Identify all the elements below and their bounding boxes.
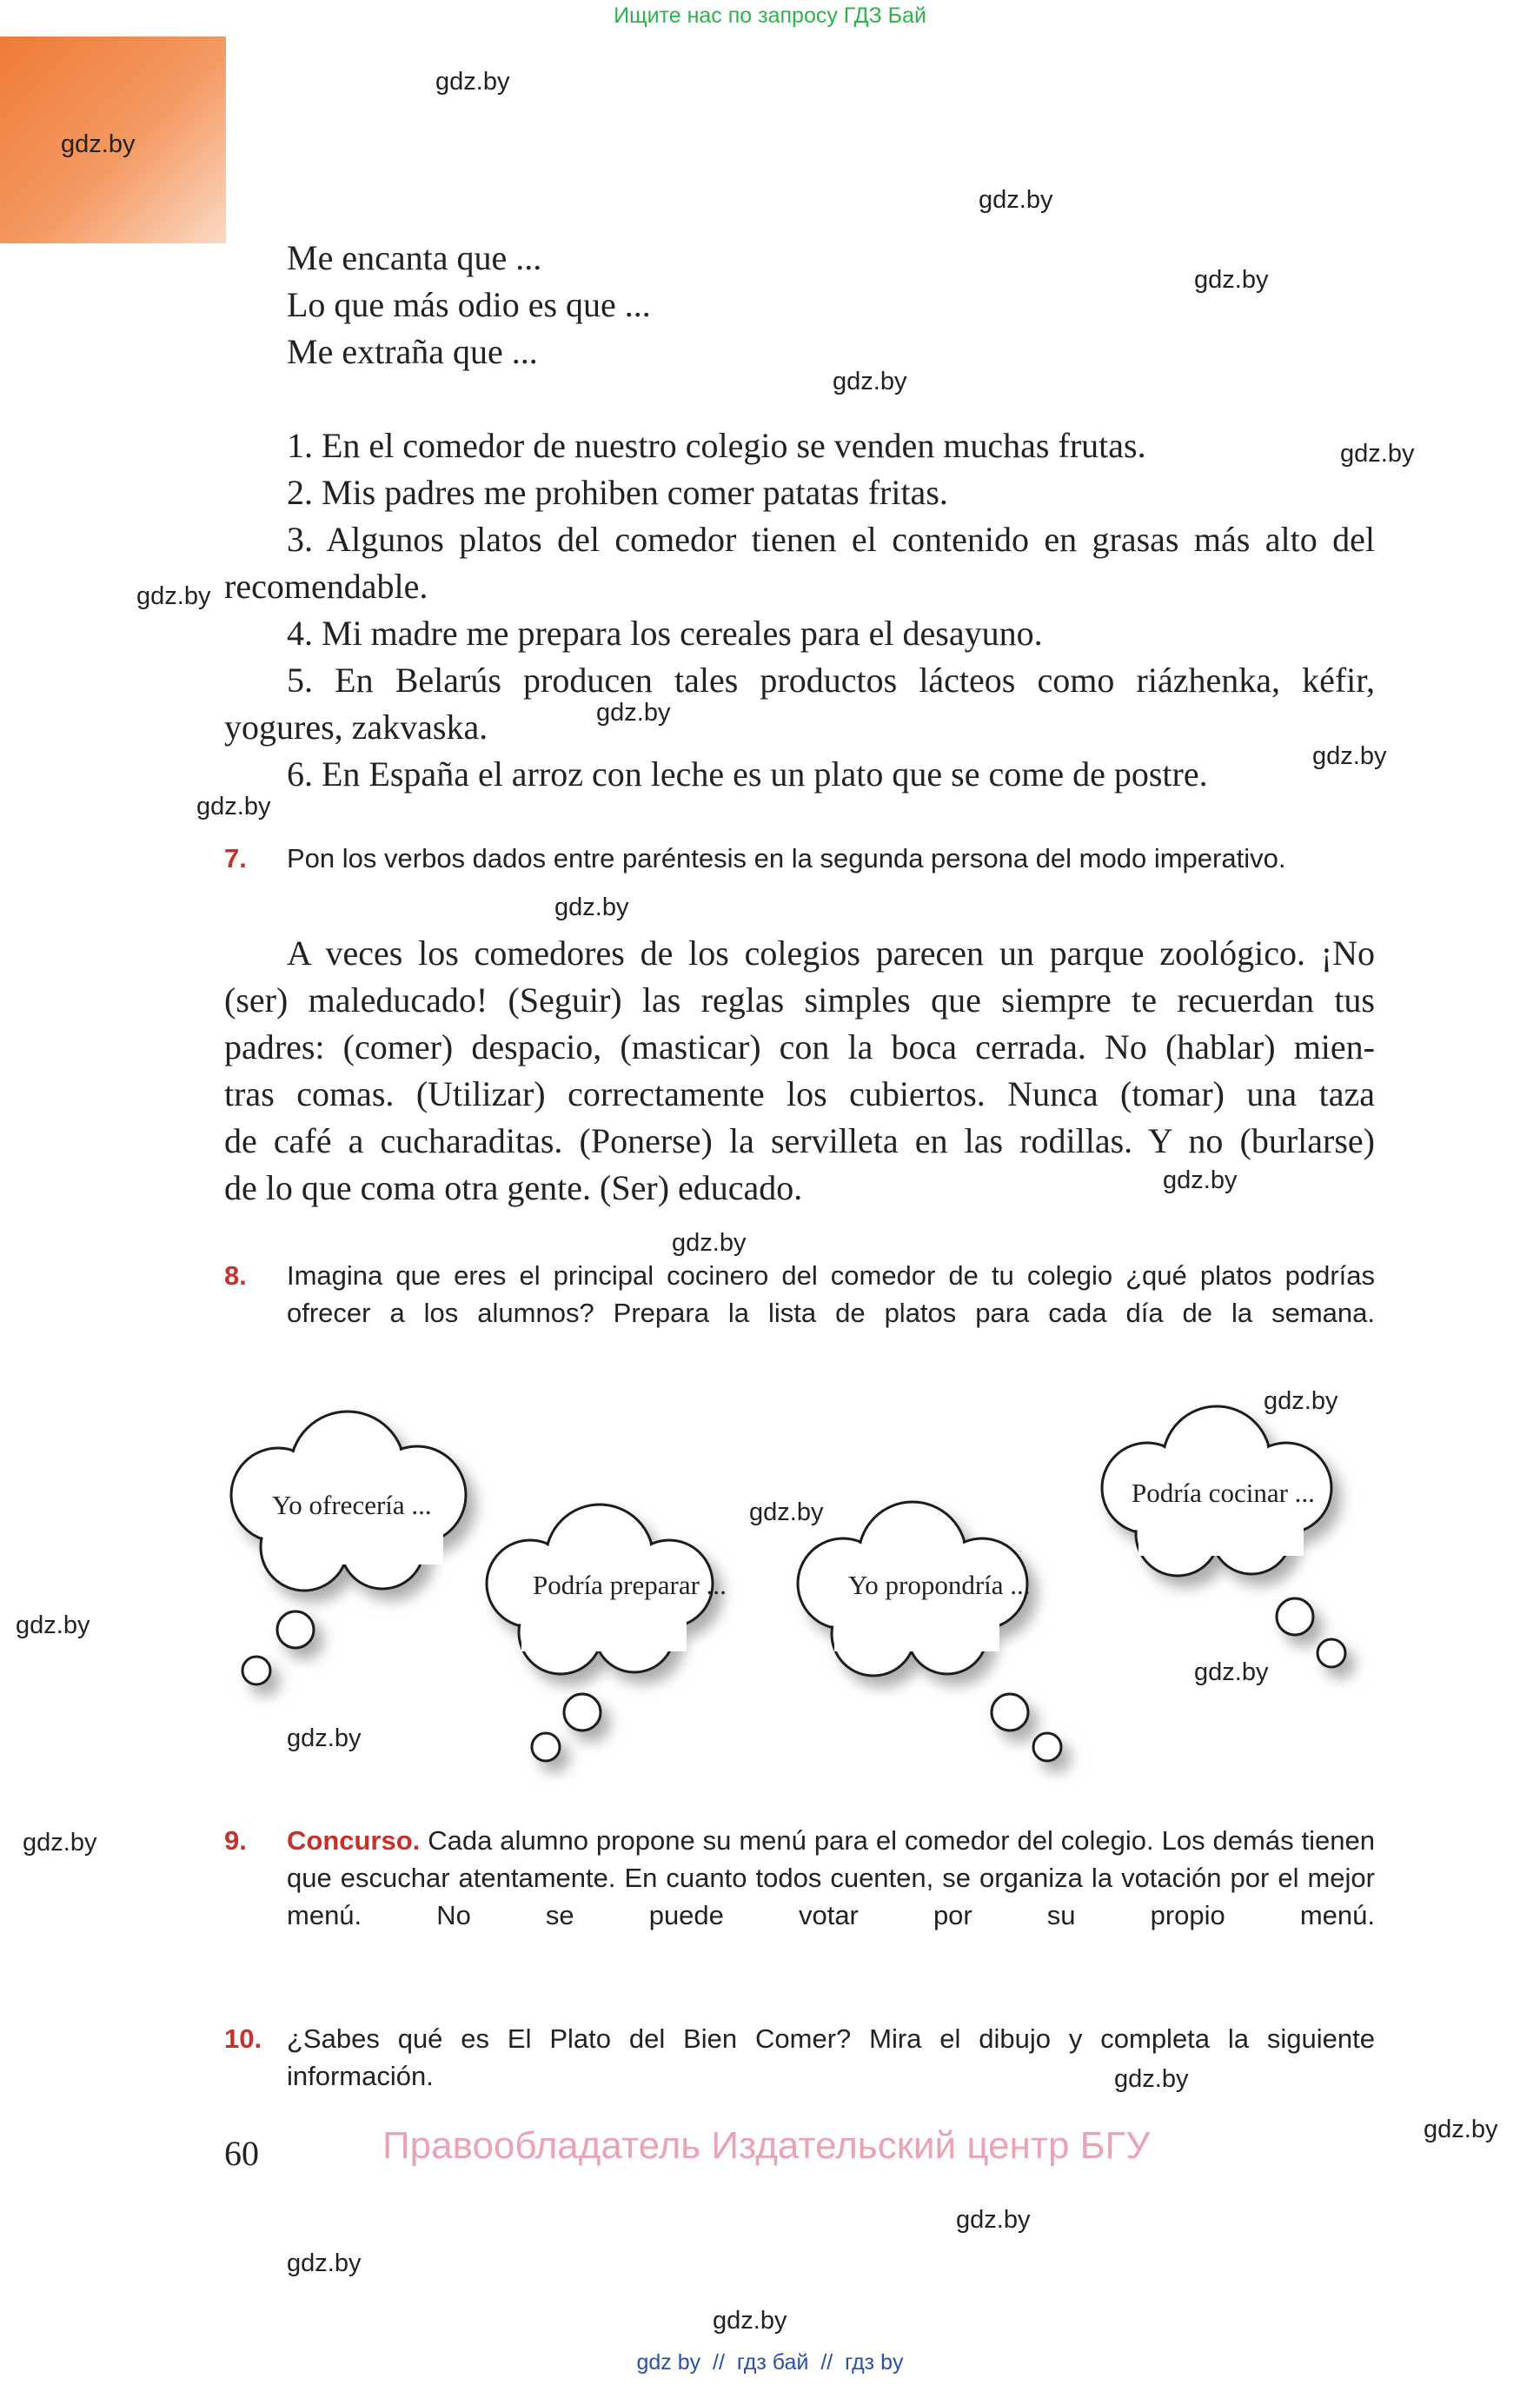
exercise-number: 8. — [224, 1260, 247, 1291]
bubble-text: Yo ofrecería ... — [272, 1490, 432, 1520]
exercise-instruction: Imagina que eres el principal cocinero del comedor de tu colegio ¿qué platos podrías ofrecer a los alumnos? Prepara la lista de platos para cada día de la semana. — [287, 1260, 1375, 1328]
exercise-text: ¿Sabes qué es El Plato del Bien Comer? Mira el dibujo y completa la siguiente información. — [287, 2023, 1375, 2091]
exercise-text-line: A veces los comedores de los colegios parecen un parque zoológico. ¡No — [287, 933, 1375, 973]
watermark: gdz.by — [1264, 1387, 1338, 1415]
sentence: 3. Algunos platos del comedor tienen el contenido en grasas más alto del — [287, 520, 1375, 559]
watermark: gdz.by — [1340, 440, 1415, 468]
sentence: recomendable. — [224, 567, 428, 606]
phrase: Me encanta que ... — [287, 238, 542, 277]
exercise-text — [287, 1822, 1375, 1934]
watermark: gdz.by — [61, 130, 136, 158]
watermark: gdz.by — [979, 186, 1053, 214]
watermark: gdz.by — [596, 699, 671, 727]
sentence: 2. Mis padres me prohiben comer patatas fritas. — [287, 473, 948, 512]
exercise-title: Concurso. — [287, 1825, 421, 1856]
watermark: gdz.by — [749, 1498, 824, 1526]
watermark: gdz.by — [833, 368, 907, 395]
exercise-number: 9. — [224, 1825, 247, 1856]
watermark: gdz.by — [1163, 1166, 1238, 1194]
watermark: gdz.by — [287, 1724, 362, 1752]
exercise-text-line: de lo que coma otra gente. (Ser) educado. — [224, 1168, 803, 1207]
sentence: 4. Mi madre me prepara los cereales para el desayuno. — [287, 614, 1043, 653]
sentence: 5. En Belarús producen tales productos lácteos como riázhenka, kéfir, — [287, 661, 1375, 700]
exercise-number: 7. — [224, 843, 247, 874]
watermark: gdz.by — [16, 1611, 90, 1639]
sentence: 1. En el comedor de nuestro colegio se venden muchas frutas. — [287, 426, 1146, 465]
watermark: gdz.by — [1424, 2116, 1498, 2143]
copyright-notice: Правообладатель Издательский центр БГУ — [382, 2124, 1151, 2167]
exercise-number: 10. — [224, 2023, 262, 2054]
thought-bubbles-illustration — [209, 1399, 1373, 1782]
exercise-text-line: padres: (comer) despacio, (masticar) con la boca cerrada. No (hablar) mien- — [224, 1027, 1375, 1066]
page-number: 60 — [224, 2134, 259, 2173]
watermark: gdz.by — [956, 2206, 1031, 2234]
watermark: gdz.by — [1194, 1658, 1269, 1686]
bubble-text: Yo propondría ... — [848, 1570, 1031, 1600]
watermark: gdz.by — [672, 1229, 747, 1257]
watermark: gdz.by — [1114, 2065, 1189, 2093]
exercise-text-line: de café a cucharaditas. (Ponerse) la servilleta en las rodillas. Y no (burlarse) — [224, 1121, 1375, 1160]
sentence: 6. En España el arroz con leche es un plato que se come de postre. — [287, 754, 1208, 794]
exercise-instruction: Pon los verbos dados entre paréntesis en la segunda persona del modo imperativo. — [287, 843, 1286, 874]
bubble-text: Podría cocinar ... — [1132, 1478, 1315, 1508]
watermark: gdz.by — [287, 2249, 362, 2277]
footer-links[interactable]: gdz by // гдз бай // гдз by — [636, 2350, 904, 2375]
phrase: Lo que más odio es que ... — [287, 285, 651, 324]
exercise-body: Cada alumno propone su menú para el comedor del colegio. Los demás tienen que escuchar atentamente. En cuanto todos cuenten, se organiza la votación por el mejor menú. No se puede votar por su propio menú. — [287, 1825, 1375, 1930]
top-banner[interactable]: Ищите нас по запросу ГДЗ Бай — [614, 3, 926, 28]
exercise-text-line: tras comas. (Utilizar) correctamente los cubiertos. Nunca (tomar) una taza — [224, 1074, 1375, 1113]
watermark: gdz.by — [1312, 742, 1387, 770]
phrase: Me extraña que ... — [287, 332, 538, 371]
watermark: gdz.by — [1194, 266, 1269, 294]
watermark: gdz.by — [554, 894, 629, 921]
watermark: gdz.by — [23, 1829, 97, 1857]
watermark: gdz.by — [435, 68, 510, 96]
watermark: gdz.by — [713, 2307, 787, 2335]
exercise-text-line: (ser) maleducado! (Seguir) las reglas simples que siempre te recuerdan tus — [224, 980, 1375, 1020]
sentence: yogures, zakvaska. — [224, 708, 488, 747]
bubble-text: Podría preparar ... — [533, 1570, 727, 1600]
watermark: gdz.by — [136, 582, 211, 610]
watermark: gdz.by — [196, 793, 271, 820]
